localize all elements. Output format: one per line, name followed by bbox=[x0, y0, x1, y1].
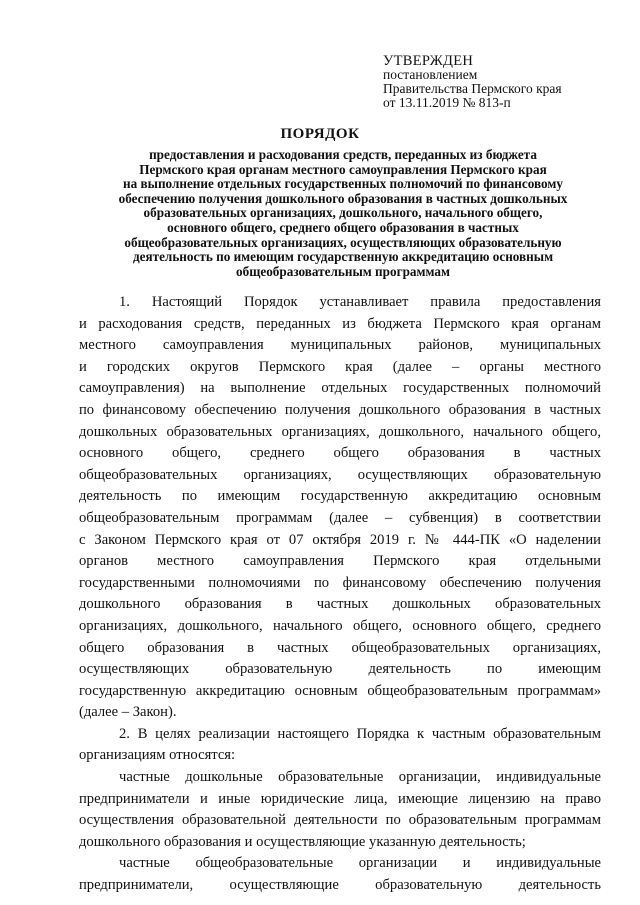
body-line: государственную аккредитацию основным общеобразовательным программам» bbox=[79, 682, 601, 699]
body-line: (далее – Закон). bbox=[79, 704, 177, 721]
body-line: предприниматели, осуществляющие образовательную деятельность bbox=[79, 877, 601, 894]
body-line: 2. В целях реализации настоящего Порядка к частным образовательным bbox=[119, 725, 601, 742]
body-line: самоуправления) на выполнение отдельных государственных полномочий bbox=[79, 380, 601, 397]
body-line: дошкольных образовательных организациях, дошкольного, начального общего, bbox=[79, 423, 601, 440]
subtitle-line: общеобразовательным программам bbox=[236, 263, 450, 279]
approval-line: от 13.11.2019 № 813-п bbox=[383, 95, 511, 110]
subtitle-line: деятельность по имеющим государственную аккредитацию основным bbox=[132, 249, 554, 265]
document-title: ПОРЯДОК bbox=[280, 126, 360, 142]
body-line: органов местного самоуправления Пермского края отдельными bbox=[79, 553, 601, 570]
document-body bbox=[79, 292, 601, 897]
body-line: частные дошкольные образовательные организации, индивидуальные bbox=[119, 769, 601, 786]
approval-heading: УТВЕРЖДЕН bbox=[383, 53, 474, 69]
document-subtitle bbox=[80, 148, 606, 279]
subtitle-line: предоставления и расходования средств, переданных из бюджета bbox=[149, 147, 537, 162]
subtitle-line: основного общего, среднего общего образования в частных bbox=[167, 219, 519, 235]
body-line: 1. Настоящий Порядок устанавливает правила предоставления bbox=[119, 294, 601, 310]
body-line: деятельность по имеющим государственную аккредитацию основным bbox=[79, 488, 601, 505]
approval-line: постановлением bbox=[383, 67, 478, 82]
subtitle-line: Пермского края органам местного самоуправления Пермского края bbox=[139, 161, 547, 177]
body-line: дошкольного образования в частных дошкольных образовательных bbox=[79, 596, 601, 613]
body-line: осуществляющих образовательную деятельность по имеющим bbox=[79, 661, 601, 678]
body-line: основного общего, среднего общего образования в частных bbox=[79, 445, 601, 462]
approval-block bbox=[383, 54, 562, 110]
body-line: по финансовому обеспечению получения дошкольного образования в частных bbox=[79, 401, 601, 418]
body-line: дошкольного образования и осуществляющие указанную деятельность; bbox=[79, 833, 526, 850]
body-line: частные общеобразовательные организации и индивидуальные bbox=[119, 855, 601, 872]
body-line: государственными полномочиями по финансовому обеспечению получения bbox=[79, 574, 601, 591]
body-line: осуществления образовательной деятельности по образовательным программам bbox=[79, 812, 601, 829]
body-line: с Законом Пермского края от 07 октября 2019 г. № 444-ПК «О наделении bbox=[79, 531, 601, 548]
body-line: организациям относятся: bbox=[79, 747, 236, 764]
subtitle-line: общеобразовательных организациях, осуществляющих образовательную bbox=[124, 234, 562, 250]
subtitle-line: образовательных организациях, дошкольного, начального общего, bbox=[143, 205, 543, 221]
body-line: и расходования средств, переданных из бюджета Пермского края органам bbox=[79, 315, 601, 332]
approval-line: Правительства Пермского края bbox=[383, 81, 562, 96]
body-line: общеобразовательных организациях, осуществляющих образовательную bbox=[79, 466, 601, 483]
body-line: общего образования в частных общеобразовательных организациях, bbox=[79, 639, 601, 656]
body-line: местного самоуправления муниципальных районов, муниципальных bbox=[79, 337, 601, 354]
body-line: общеобразовательным программам (далее – субвенция) в соответствии bbox=[79, 509, 601, 526]
body-line: организациях, дошкольного, начального общего, основного общего, среднего bbox=[79, 617, 601, 634]
subtitle-line: на выполнение отдельных государственных полномочий по финансовому bbox=[123, 176, 563, 192]
body-line: и городских округов Пермского края (далее – органы местного bbox=[79, 358, 601, 375]
body-line: предприниматели и иные юридические лица, имеющие лицензию на право bbox=[79, 790, 601, 807]
subtitle-line: обеспечению получения дошкольного образования в частных дошкольных bbox=[118, 190, 568, 206]
